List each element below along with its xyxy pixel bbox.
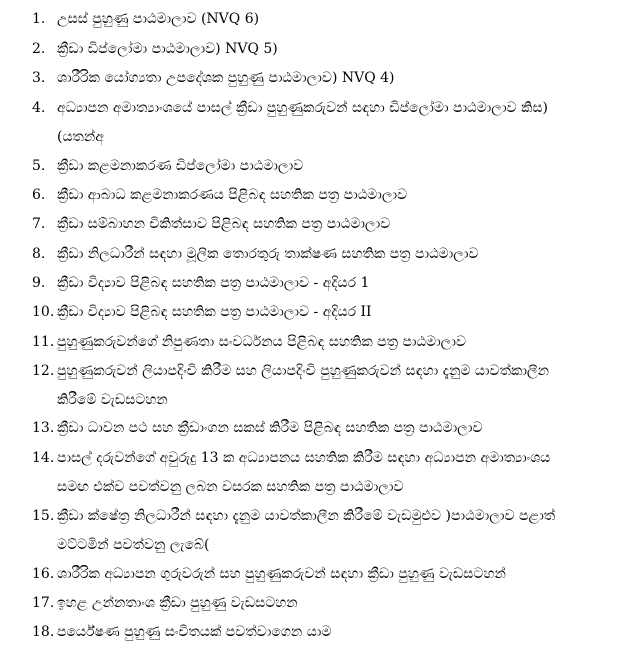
item-number: 7.: [32, 216, 46, 232]
item-text-continued: (යතන්අ: [57, 129, 104, 145]
item-text: ක්‍රීඩා ධාවන පථ සහ ක්‍රීඩාංගන සකස් කිරීම පිළිබඳ සහතික පත්‍ර පාඨමාලාව: [57, 420, 483, 436]
item-text: පාසල් දරුවන්ගේ අවුරුදු 13 ක අධ්‍යාපනය සහතික කිරීම සඳහා අධ්‍යාපන අමාත්‍යාංශය: [57, 450, 551, 466]
item-number: 17.: [32, 595, 55, 611]
item-number: 8.: [32, 246, 46, 262]
item-text: උසස් පුහුණු පාඨමාලාව (NVQ 6): [57, 11, 260, 27]
item-text: අධ්‍යාපන අමාත්‍යාංශයේ පාසල් ක්‍රීඩා පුහුණුකරුවන් සඳහා ඩිප්ලෝමා පාඨමාලාව කිස): [57, 100, 548, 116]
item-number: 11.: [32, 334, 55, 350]
item-number: 4.: [32, 100, 46, 116]
item-number: 5.: [32, 158, 46, 174]
item-number: 6.: [32, 187, 46, 203]
item-number: 15.: [32, 508, 55, 524]
item-number: 2.: [32, 41, 46, 57]
item-text-continued: සමඟ එක්ව පවත්වනු ලබන වසරක සහතික පත්‍ර පාඨමාලාව: [57, 479, 404, 495]
item-text: ක්‍රීඩා කළමනාකරණ ඩිප්ලෝමා පාඨමාලාව: [57, 158, 304, 174]
item-text: ශාරීරික යෝග්‍යතා උපදේශක පුහුණු පාඨමාලාව) NVQ 4): [57, 70, 395, 86]
item-text: ක්‍රීඩා ක්ෂේත්‍ර නිලධාරීන් සඳහා දැනුම යාවත්කාලීන කිරීමේ වැඩමුළුව )පාඨමාලාව පළාත්: [57, 508, 556, 524]
item-text: ක්‍රීඩා විද්‍යාව පිළිබඳ සහතික පත්‍ර පාඨමාලාව - අදියර 1: [57, 275, 370, 291]
item-number: 10.: [32, 304, 55, 320]
item-text: පර්යේෂණ පුහුණු සංචිතයක් පවත්වාගෙන යාම: [57, 624, 332, 640]
item-text: පුහුණුකරුවන් ලියාපදිංචි කිරීම සහ ලියාපදිංචි පුහුණුකරුවන් සඳහා දැනුම යාවත්කාලීන: [57, 363, 549, 379]
item-text: ක්‍රීඩා ඩිප්ලෝමා පාඨමාලාව) NVQ 5): [57, 41, 278, 57]
item-text-continued: කිරීමේ වැඩසටහන: [57, 392, 168, 408]
item-number: 16.: [32, 566, 55, 582]
item-text: ක්‍රීඩා නිලධාරීන් සඳහා මූලික තොරතුරු තාක්ෂණ සහතික පත්‍ර පාඨමාලාව: [57, 246, 479, 262]
item-number: 13.: [32, 420, 55, 436]
item-number: 18.: [32, 624, 55, 640]
item-text: ක්‍රීඩා ආබාධ කළමනාකරණය පිළිබඳ සහතික පත්‍ර පාඨමාලාව: [57, 187, 408, 203]
item-number: 12.: [32, 363, 55, 379]
item-text: ක්‍රීඩා විද්‍යාව පිළිබඳ සහතික පත්‍ර පාඨමාලාව - අදියර II: [57, 304, 372, 320]
item-number: 9.: [32, 275, 46, 291]
item-text: ක්‍රීඩා සම්බාහන චිකිත්සාව පිළිබඳ සහතික පත්‍ර පාඨමාලාව: [57, 216, 391, 232]
item-number: 14.: [32, 450, 55, 466]
item-text: ඉහළ උන්නතාංශ ක්‍රීඩා පුහුණු වැඩසටහන: [57, 595, 298, 611]
item-number: 3.: [32, 70, 46, 86]
item-text: ශාරීරික අධ්‍යාපන ගුරුවරුන් සහ පුහුණුකරුවන් සඳහා ක්‍රීඩා පුහුණු වැඩසටහන්: [57, 566, 506, 582]
item-text-continued: මට්ටමින් පවත්වනු ලැබේ(: [57, 537, 210, 553]
item-number: 1.: [32, 11, 46, 27]
item-text: පුහුණුකරුවන්ගේ නිපුණතා සංවර්ධනය පිළිබඳ සහතික පත්‍ර පාඨමාලාව: [57, 334, 467, 350]
